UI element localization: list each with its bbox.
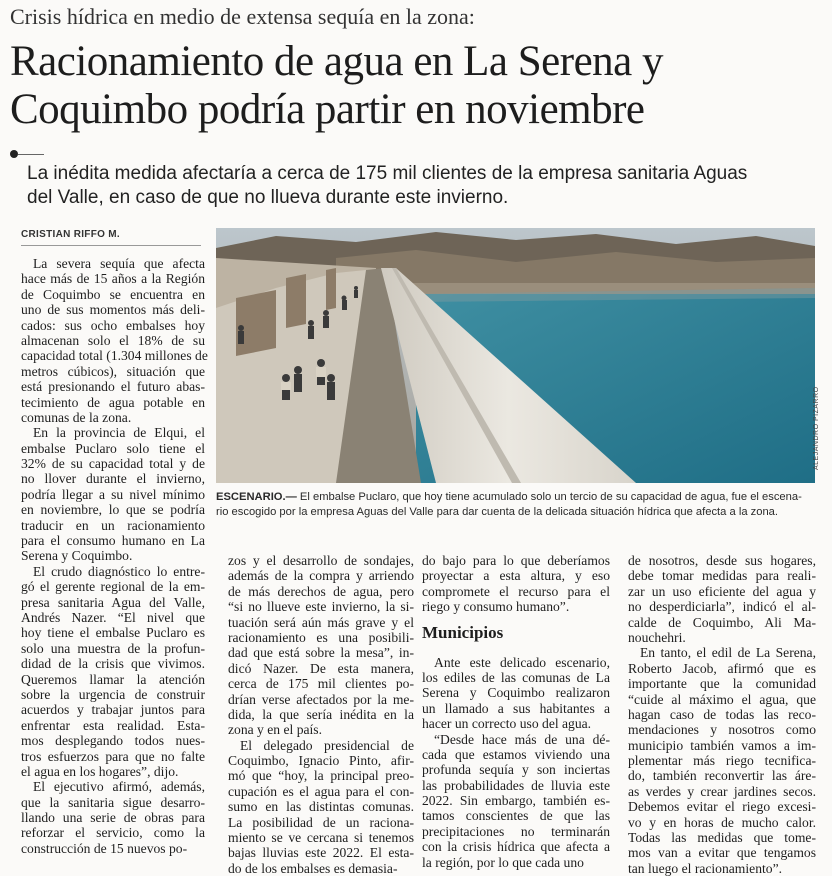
text-line: Queremos llamar la atención [21, 671, 205, 687]
text-line: En tanto, el edil de La Serena, [640, 645, 816, 661]
photo-credit: ALEJANDRO PIZARRO [813, 386, 820, 470]
text-line: racionamiento es una posibili- [228, 629, 414, 645]
text-line: compromete el recurso para el [422, 583, 610, 599]
text-line: sumo en las distintas comunas. [228, 799, 414, 815]
text-line: Serena y Coquimbo realizaron [422, 685, 610, 701]
text-line: proyectar a esta altura, y eso [422, 568, 610, 584]
text-line: sobre la urgencia de construir [21, 686, 205, 702]
text-line: hacer un correcto uso del agua. [422, 716, 592, 732]
caption-line: rio escogido por la empresa Aguas del Valle para dar cuenta de la delicada situación hídrica que afecta a la zona. [216, 506, 779, 518]
text-line: construcción de 15 nuevos po- [21, 840, 188, 856]
column-3-body [422, 655, 610, 870]
text-line: enfrentar esta realidad. Esta- [21, 717, 205, 733]
text-line: las probabilidades de lluvia este [422, 777, 610, 793]
text-line: cados: sus ocho embalses hoy [21, 317, 205, 333]
text-line: zos y el desarrollo de sondajes, [228, 553, 414, 568]
text-line: dicó Nazer. De esta manera, [228, 660, 414, 676]
text-line: 2022. Sin embargo, también es- [422, 793, 610, 809]
text-line: Ante este delicado escenario, [434, 654, 610, 670]
text-line: podría llegar a su nivel mínimo [21, 486, 205, 502]
text-line: El delegado presidencial de [240, 737, 414, 753]
text-line: En la provincia de Elqui, el [33, 425, 205, 441]
text-line: de nosotros, desde sus hogares, [628, 553, 816, 568]
text-line: Roberto Jacob, afirmó que es [628, 660, 816, 676]
text-line: está presionando el futuro abas- [21, 379, 205, 395]
dek-bullet-icon [10, 150, 18, 158]
text-line: 32% de su capacidad total y de [21, 456, 205, 472]
text-line: cupación es el agua para el con- [228, 783, 414, 799]
text-line: do, también reconvertir las áre- [628, 768, 816, 784]
text-line: vo y en horas de mucho calor. [628, 814, 816, 830]
text-line: reforzar el servicio, como la [21, 825, 205, 841]
text-line: presa sanitaria Agua del Valle, [21, 594, 205, 610]
dek-rule [18, 154, 44, 155]
headline-line: Racionamiento de agua en La Serena y [10, 38, 663, 85]
dek [27, 162, 827, 210]
text-line: metros cúbicos), situación que [21, 363, 205, 379]
text-line: mó que “hoy, la principal preo- [228, 768, 414, 784]
text-line: mos desplegando todos nues- [21, 733, 205, 749]
text-line: El ejecutivo afirmó, además, [33, 779, 205, 795]
text-line: un llamado a sus habitantes a [422, 700, 610, 716]
text-line: zar un uso eficiente del agua y [628, 583, 816, 599]
dam-photo [216, 228, 815, 483]
byline-rule [21, 245, 201, 246]
text-line: embalse Puclaro solo tiene el [21, 440, 205, 456]
subhead-municipios: Municipios [422, 622, 504, 642]
kicker: Crisis hídrica en medio de extensa sequía en la zona: [10, 4, 475, 29]
text-line: hoy tiene el embalse Puclaro es [21, 625, 205, 641]
text-line: que la sanitaria sigue desarro- [21, 794, 205, 810]
text-line: mendaciones y nosotros como [628, 722, 816, 738]
headline [10, 38, 830, 134]
text-line: tamos conscientes de que las [422, 808, 610, 824]
text-line: do bajo para lo que deberíamos [422, 553, 610, 568]
text-line: mos van a evitar que tengamos [628, 845, 816, 861]
text-line: Debemos evitar el riego excesi- [628, 799, 816, 815]
text-line: miento se ve cercana si tenemos [228, 830, 414, 846]
text-line: hace más de 15 años a la Región [21, 271, 205, 287]
text-line: debe tomar medidas para reali- [628, 568, 816, 584]
text-line: “cuide al máximo el agua, que [628, 691, 816, 707]
text-line: tuación será aún más grave y el [228, 614, 414, 630]
dam-photo-image [216, 228, 815, 483]
text-line: gó el gerente regional de la em- [21, 579, 205, 595]
text-line: cerca de 175 mil clientes po- [228, 676, 414, 692]
text-line: tan luego el racionamiento”. [628, 860, 782, 876]
text-line: además de la compra y arriendo [228, 568, 414, 584]
text-line: “Desde hace más de una dé- [434, 731, 610, 747]
text-line: precipitaciones no terminarán [422, 823, 610, 839]
text-line: con la crisis hídrica que afecta a [422, 839, 610, 855]
text-line: profunda sequía y son inciertas [422, 762, 610, 778]
text-line: zona y en el país. [228, 722, 322, 738]
text-line: de más derechos de agua, pero [228, 583, 414, 599]
text-line: do de los embalses es demasia- [228, 860, 398, 876]
text-line: comunas de la zona. [21, 409, 132, 425]
article-column-4 [628, 553, 816, 876]
text-line: tecimiento de agua potable en [21, 394, 205, 410]
caption-line [216, 490, 816, 505]
article-column-3 [422, 553, 610, 870]
text-line: traducir en un racionamiento [21, 517, 205, 533]
text-line: Serena y Coquimbo. [21, 548, 133, 564]
text-line: para el consumo humano en La [21, 533, 205, 549]
text-line: “si no llueve este invierno, la si- [228, 599, 414, 615]
text-line: dad que está sobre la mesa”, in- [228, 645, 414, 661]
text-line: en noviembre, lo que se podría [21, 502, 205, 518]
text-line: el agua en los hogares”, dijo. [21, 763, 179, 779]
text-line: la región, por lo que cada uno [422, 854, 584, 870]
text-line: hagan caso de todas las reco- [628, 706, 816, 722]
column-3-top [422, 553, 610, 615]
text-line: calde de Coquimbo, Ali Ma- [628, 614, 816, 630]
text-line: acuerdos y trabajar juntos para [21, 702, 205, 718]
dek-line: La inédita medida afectaría a cerca de 175 mil clientes de la empresa sanitaria Aguas [27, 163, 748, 184]
text-line: nouchehri. [628, 629, 686, 645]
text-line: almacenan solo el 18% de su [21, 332, 205, 348]
text-line: solo una muestra de la profun- [21, 640, 205, 656]
dek-line: del Valle, en caso de que no llueva durante este invierno. [27, 187, 509, 208]
text-line: as verdes y crear jardines secos. [628, 783, 816, 799]
text-line: La posibilidad de un raciona- [228, 814, 414, 830]
text-line: los ediles de las comunas de La [422, 669, 610, 685]
caption-text: El embalse Puclaro, que hoy tiene acumulado solo un tercio de su capacidad de agua, fue el escena- [296, 491, 802, 503]
byline: CRISTIAN RIFFO M. [21, 229, 120, 240]
text-line: riego y consumo humano”. [422, 599, 570, 615]
text-line: El crudo diagnóstico lo entre- [33, 563, 205, 579]
text-line: no desperdiciarla”, indicó el al- [628, 599, 816, 615]
caption-label: ESCENARIO.— [216, 491, 297, 503]
text-line: Andrés Nazer. “El nivel que [21, 609, 205, 625]
text-line: cada que estamos viviendo una [422, 746, 610, 762]
text-line: uno de sus momentos más deli- [21, 302, 205, 318]
article-column-2 [228, 553, 414, 876]
text-line: de Coquimbo se encuentra en [21, 286, 205, 302]
text-line: Todas las medidas que tome- [628, 830, 816, 846]
text-line: plementar más riego tecnifica- [628, 753, 816, 769]
photo-caption [216, 490, 816, 520]
text-line: no llover durante el invierno, [21, 471, 205, 487]
text-line: tros esfuerzos para que no falte [21, 748, 205, 764]
text-line: didad de la crisis que vivimos. [21, 656, 205, 672]
text-line: capacidad total (1.304 millones de [21, 348, 208, 364]
article-column-1 [21, 256, 208, 856]
text-line: municipio también vamos a im- [628, 737, 816, 753]
text-line: drían verse afectados por la me- [228, 691, 414, 707]
text-line: La severa sequía que afecta [33, 256, 205, 271]
text-line: llando una serie de obras para [21, 810, 205, 826]
text-line: bajas lluvias este 2022. El esta- [228, 845, 414, 861]
text-line: importante que la comunidad [628, 676, 816, 692]
text-line: Coquimbo, Ignacio Pinto, afir- [228, 753, 414, 769]
headline-line: Coquimbo podría partir en noviembre [10, 86, 645, 133]
text-line: dida, la que sería inédita en la [228, 706, 414, 722]
